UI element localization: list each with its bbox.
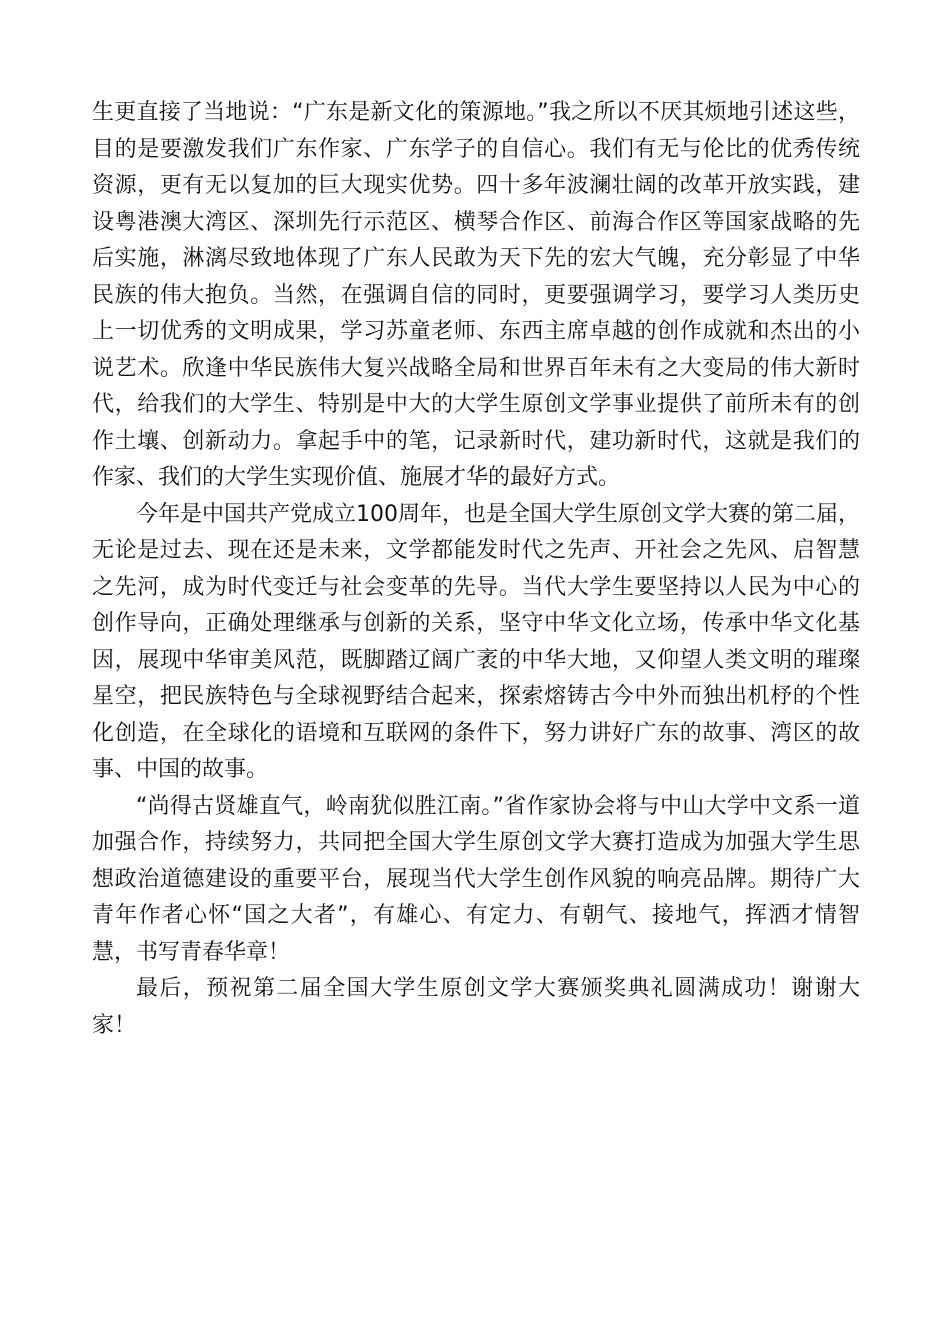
paragraph: 今年是中国共产党成立100周年，也是全国大学生原创文学大赛的第二届，无论是过去、现在还是未来，文学都能发时代之先声、开社会之先风、启智慧之先河，成为时代变迁与社会变革的先导。当代大学生要坚持以人民为中心的创作导向，正确处理继承与创新的关系，坚守中华文化立场，传承中华文化基因，展现中华审美风范，既脚踏辽阔广袤的中华大地，又仰望人类文明的璀璨星空，把民族特色与全球视野结合起来，探索熔铸古今中外而独出机杼的个性化创造，在全球化的语境和互联网的条件下，努力讲好广东的故事、湾区的故事、中国的故事。 — [92, 501, 860, 782]
paragraph-continued: 生更直接了当地说：“广东是新文化的策源地。”我之所以不厌其烦地引述这些，目的是要激发我们广东作家、广东学子的自信心。我们有无与伦比的优秀传统资源，更有无以复加的巨大现实优势。四十多年波澜壮阔的改革开放实践，建设粤港澳大湾区、深圳先行示范区、横琴合作区、前海合作区等国家战略的先后实施，淋漓尽致地体现了广东人民敢为天下先的宏大气魄，充分彰显了中华民族的伟大抱负。当然，在强调自信的同时，更要强调学习，要学习人类历史上一切优秀的文明成果，学习苏童老师、东西主席卓越的创作成就和杰出的小说艺术。欣逢中华民族伟大复兴战略全局和世界百年未有之大变局的伟大新时代，给我们的大学生、特别是中大的大学生原创文学事业提供了前所未有的创作土壤、创新动力。拿起手中的笔，记录新时代，建功新时代，这就是我们的作家、我们的大学生实现价值、施展才华的最好方式。 — [92, 100, 860, 490]
paragraph: “尚得古贤雄直气，岭南犹似胜江南。”省作家协会将与中山大学中文系一道加强合作，持续努力，共同把全国大学生原创文学大赛打造成为加强大学生思想政治道德建设的重要平台，展现当代大学生创作风貌的响亮品牌。期待广大青年作者心怀“国之大者”，有雄心、有定力、有朝气、接地气，挥洒才情智慧，书写青春华章！ — [92, 793, 860, 965]
paragraph: 最后，预祝第二届全国大学生原创文学大赛颁奖典礼圆满成功！谢谢大家！ — [92, 976, 860, 1038]
document-body — [92, 95, 860, 1044]
